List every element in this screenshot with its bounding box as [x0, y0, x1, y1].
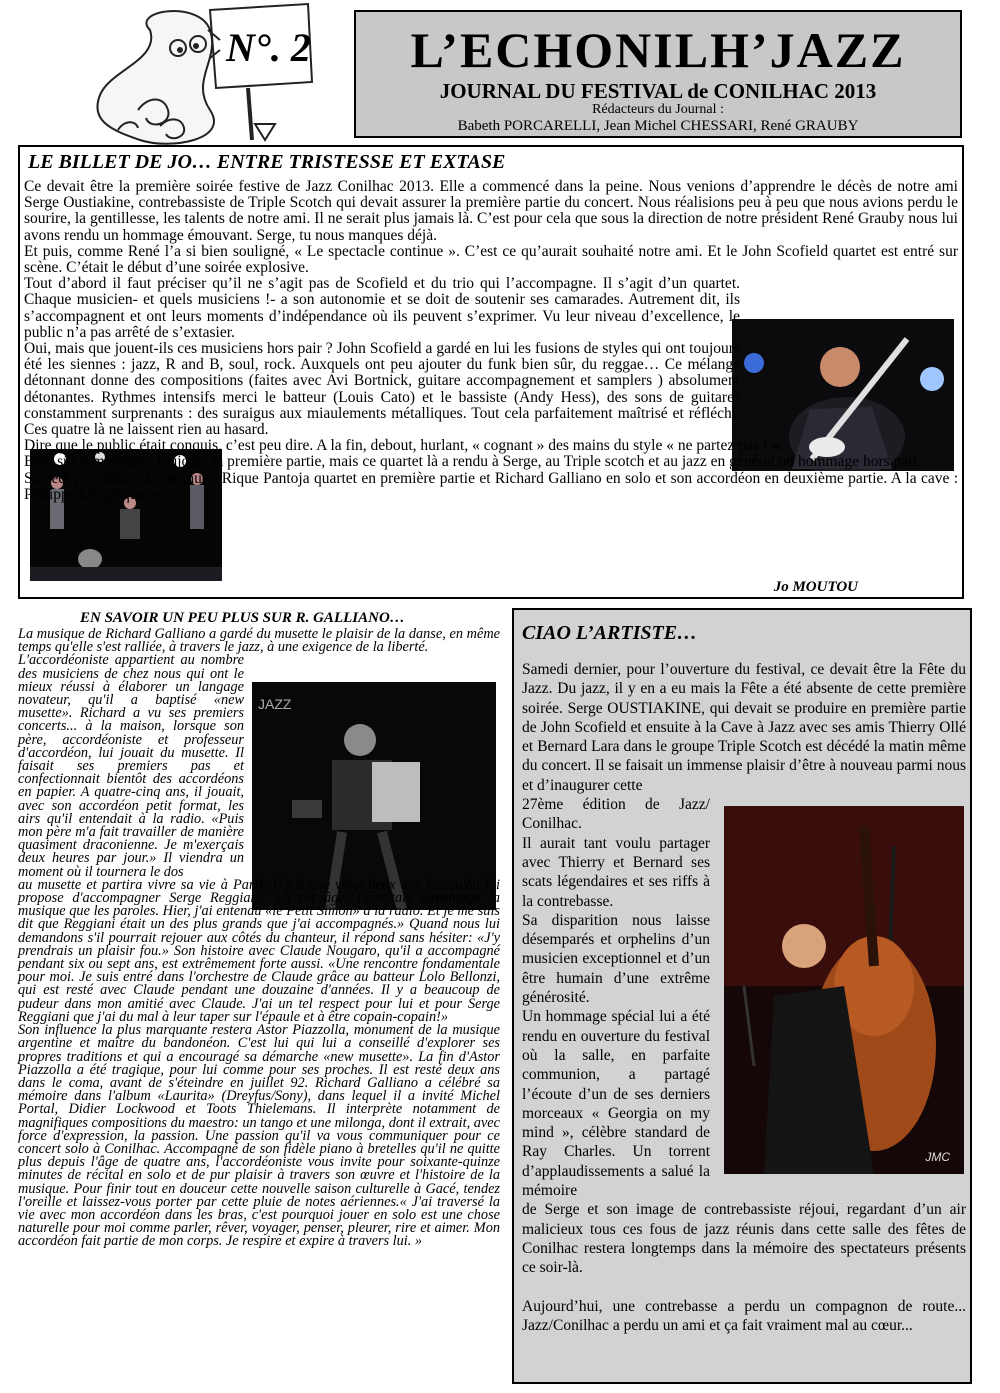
billet-paragraph: Dire que le public était conquis, c’est peu dire. A la fin, debout, hurlant, « cognant » des mains du style « ne partez pas ! ».: [24, 437, 784, 455]
editors-label: Rédacteurs du Journal :: [592, 102, 724, 117]
ciao-body: [522, 660, 966, 1335]
galliano-intro: La musique de Richard Galliano a gardé du musette le plaisir de la danse, en même temps qu'elle s'est ralliée, à travers le jazz, à une exigence de la liberté.: [18, 626, 500, 656]
galliano-rest: au musette et partira vivre sa vie à Paris. Il n'a que vingt-deux ans lorsqu'on lui propose d'accompagner Serge Reggiani. «A cet âge, j'écoutais davantage la musique que les paroles. Hier, j'ai entendu «le Petit Simon» à la radio. Et je me suis dit que Reggiani était un des plus grands que j'ai accompagnés.» Quand nous lui demandons s'il pourrait rejouer aux côtés du chanteur, il répond sans hésiter: «J'y prendrais un plaisir fou.» Son histoire avec Claude Nougaro, qu'il a accompagné pendant six ou sept ans, est extrêmement forte aussi. «Une rencontre fondamentale pour moi. Je suis entré dans l'orchestre de Claude grâce au batteur Lolo Bellonzi, qui est resté avec Claude pendant une douzaine d'années. Il y a beaucoup de pudeur dans mon amitié avec Claude. J'ai un tel respect pour lui et pour Serge Reggiani que j'ai du mal à leur taper sur l'épaule et à être copain-copain!»: [18, 876, 500, 1025]
galliano-paragraph: Son influence la plus marquante restera Astor Piazzolla, monument de la musique argentine et maître du bandonéon. C'est lui qui lui a conseillé d'explorer ses propres traditions et qui a encouragé sa démarche «new musette». La fin d'Astor Piazzolla a été tragique, pour lui comme pour ses proches. Il est resté deux ans dans le coma, avant de s'éteindre en juillet 92. Richard Galliano a célébré sa mémoire dans l'album «Laurita» (Dreyfus/Sony), dans lequel il a invité Michel Portal, Didier Lockwood et Toots Thielemans. Il interprète notamment de magnifiques compositions du maestro: un tango et une milonga, dont il extrait, avec force d'expression, la passion. Une passion qu'il va vous communiquer pour ce concert solo à Conilhac. Accompagné de son fidèle piano à bretelles qu'il ne quitte plus depuis l'âge de quatre ans, l'accordéoniste vous invite pour soixante-quinze minutes de récital en solo et de pur plaisir à travers son œuvre et l'histoire de la musique. Pour finir tout en douceur cette nouvelle saison culturelle à Gacé, tendez l'oreille et laissez-vous porter par cette pluie de notes aériennes.« J'ai traversé la vie avec mon accordéon dans les bras, c'est pourquoi jouer en solo est une chose naturelle pour moi comme parler, rêver, voyager, penser, pleurer, rire et aimer. Mon accordéon fait partie de mon corps. Je respire et expire à travers lui. »: [18, 1022, 500, 1250]
ciao-paragraph: Sa disparition nous laisse désemparés et orphelins d’un musicien exceptionnel et d’un être humain d’une extrême générosité.: [522, 911, 710, 1007]
galliano-title: EN SAVOIR UN PEU PLUS SUR R. GALLIANO…: [80, 610, 405, 626]
journal-header: [354, 10, 962, 138]
journal-name: L’ECHONILH’JAZZ: [410, 22, 906, 78]
billet-paragraph: Bien sûr il manquera toujours la première partie, mais ce quartet là a rendu à Serge, au Triple scotch et au jazz en général un hommage hors pair.: [24, 453, 921, 471]
ciao-paragraph: de Serge et son image de contrebassiste réjoui, regardant d’un air malicieux tous ces fous de jazz réunis dans cette salle des fêtes de Conilhac restera longtemps dans la mémoire des spectateurs présents ce soir-là.: [522, 1201, 966, 1277]
journal-subtitle: JOURNAL DU FESTIVAL de CONILHAC 2013: [439, 79, 877, 103]
billet-paragraph: Samedi prochain, çà continue : Rique Pantoja quartet en première partie et Richard Galliano en solo et son accordéon en deuxième partie. A la cave : Philippe Léogé quartet.: [24, 469, 958, 503]
billet-title: LE BILLET DE JO… ENTRE TRISTESSE ET EXTASE: [28, 151, 506, 173]
ciao-title: CIAO L’ARTISTE…: [522, 622, 698, 644]
galliano-photo-label: JAZZ: [258, 696, 292, 712]
galliano-body: [18, 628, 500, 1249]
billet-article: [18, 145, 964, 599]
billet-body: [24, 179, 958, 503]
photo-credit: JMC: [925, 1150, 950, 1164]
ciao-paragraph: Aujourd’hui, une contrebasse a perdu un compagnon de route... Jazz/Conilhac a perdu un ami et ça fait vraiment mal au cœur...: [522, 1297, 966, 1334]
mascot-illustration: [60, 0, 320, 150]
ciao-paragraph: Samedi dernier, pour l’ouverture du festival, ce devait être la Fête du Jazz. Du jazz, il y en a eu mais la Fête a été absente de cette première soirée. Serge OUSTIAKINE, qui devait se produire en première partie de John Scofield et ensuite à la Cave à Jazz avec ses amis Thierry Ollé et Bernard Lara dans le groupe Triple Scotch est décédé la matin même du concert. Il se faisait un immense plaisir d’être à nouveau parmi nous et d’inaugurer cette: [522, 661, 966, 794]
billet-paragraph: Oui, mais que jouent-ils ces musiciens hors pair ? John Scofield a gardé en lui les fusions de styles qui ont toujours été les siennes : jazz, R and B, soul, rock. Auxquels ont peu ajouter du funk bien sûr, du reggae… Ce mélange détonnant donne des compositions (faites avec Avi Bortnick, guitare accompagnement et samplers ) absolument détonantes. Rythmes intensifs merci le batteur (Louis Cato) et le bassiste (Andy Hess), des sons de guitares constamment surprenants : des suraigus aux miaulements métalliques. Tout cela parfaitement maîtrisé et réfléchi. Ces quatre là ne laissent rien au hasard.: [24, 340, 740, 439]
billet-paragraph: Tout d’abord il faut préciser qu’il ne s’agit pas de Scofield et du trio qui l’accompagne. Il s’agit d’un quartet. Chaque musicien- et quels musiciens !- a son autonomie et se doit de soutenir ses camarades. Autrement dit, ils s’accompagnent et ont leurs moments d’indépendance où ils peuvent s’exprimer. Vu leur niveau d’excellence, le public n’a pas arrêté de s’extasier.: [24, 275, 740, 341]
ciao-paragraph: 27ème édition de Jazz/ Conilhac.: [522, 796, 710, 833]
ciao-paragraph: Un hommage spécial lui a été rendu en ouverture du festival où la salle, en parfaite communion, a partagé l’écoute d’un de ses derniers morceaux « Georgia on my mind », célèbre standard de Ray Charles. Un torrent d’applaudissements a salué la mémoire: [522, 1008, 710, 1200]
galliano-wrap: L'accordéoniste appartient au nombre des musiciens de chez nous qui ont le mieux réussi à élaborer un langage novateur, qu'il a baptisé «new musette». Richard a vu ses premiers concerts... à la maison, lorsque son père, accordéoniste et professeur d'accordéon, lui jouait du musette. Il faisait ses premiers pas et confectionnait bientôt des accordéons en papier. A quatre-cinq ans, il jouait, avec son accordéon petit format, les airs qu'il entendait à la radio. «Puis mon père m'a fait travailler de manière quasiment draconienne. Je m'exerçais deux heures par jour.» Il viendra un moment où il tournera le dos: [18, 652, 244, 880]
billet-author: Jo MOUTOU: [773, 579, 858, 595]
billet-paragraph: Et puis, comme René l’a si bien souligné, « Le spectacle continue ». C’est ce qu’aurait souhaité notre ami. Et le John Scofield quartet est entré sur scène. C’était le début d’une soirée explosive.: [24, 242, 958, 277]
editors-names: Babeth PORCARELLI, Jean Michel CHESSARI, René GRAUBY: [457, 118, 859, 134]
ciao-article: [512, 608, 972, 1384]
ciao-paragraph: Il aurait tant voulu partager avec Thierry et Bernard ses scats légendaires et ses riffs à la contrebasse.: [522, 834, 710, 910]
billet-paragraph: Ce devait être la première soirée festive de Jazz Conilhac 2013. Elle a commencé dans la peine. Nous venions d’apprendre le décès de notre ami Serge Oustiakine, contrebassiste de Triple Scotch qui devait assurer la première partie du concert. Nous réalisions peu à peu que nous avions perdu le sourire, la gentillesse, les talents de notre ami. Il ne serait plus jamais là. C’est pour cela que sous la direction de notre président René Grauby nous lui avons rendu un hommage émouvant. Serge, tu nous manques déjà.: [24, 178, 958, 244]
issue-number: N°. 2: [226, 25, 311, 70]
